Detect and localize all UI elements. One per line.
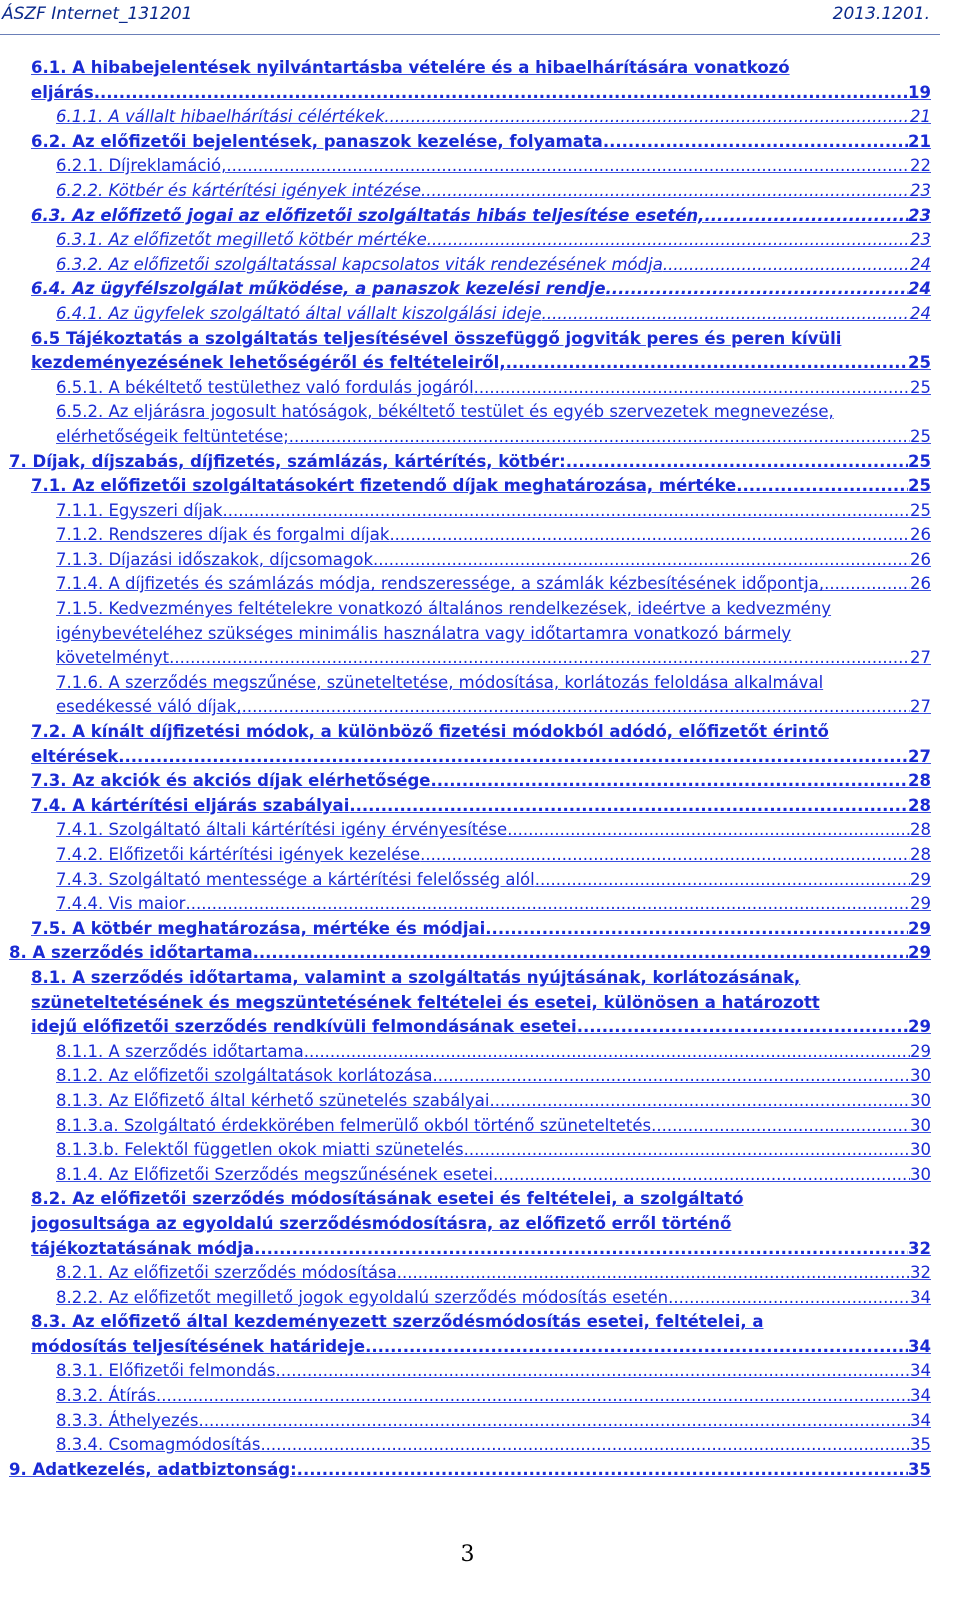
- toc-entry-page: 29: [908, 918, 931, 938]
- toc-entry-last-line: [31, 769, 931, 794]
- dot-leader: [566, 450, 908, 475]
- toc-entry[interactable]: [0, 1384, 960, 1409]
- dot-leader: [185, 892, 910, 917]
- toc-entry-page: 35: [908, 1459, 931, 1479]
- toc-entry-text: 8.3.1. Előfizetői felmondás: [56, 1361, 276, 1381]
- dot-leader: [577, 1015, 908, 1040]
- toc-entry-text: 8.2. Az előfizetői szerződés módosításának esetei és feltételei, a szolgáltató: [31, 1189, 744, 1209]
- toc-entry-page: 19: [908, 82, 931, 102]
- dot-leader: [704, 204, 908, 229]
- toc-entry-text: 7.2. A kínált díjfizetési módok, a különböző fizetési módokból adódó, előfizetőt érintő: [31, 722, 829, 742]
- dot-leader: [603, 130, 908, 155]
- toc-entry-page: 26: [910, 574, 931, 594]
- toc-entry-page: 22: [910, 156, 931, 176]
- toc-entry[interactable]: [0, 843, 960, 868]
- toc-entry-last-line: [31, 351, 931, 376]
- toc-entry-text: 8.1.3. Az Előfizető által kérhető szünetelés szabályai: [56, 1090, 490, 1110]
- dot-leader: [222, 499, 910, 524]
- toc-entry-page: 27: [910, 697, 931, 717]
- toc-entry[interactable]: [0, 892, 960, 917]
- toc-entry-last-line: [56, 499, 931, 524]
- toc-entry-page: 30: [910, 1090, 931, 1110]
- toc-entry-page: 34: [910, 1386, 931, 1406]
- toc-entry-text: 8. A szerződés időtartama: [9, 943, 253, 963]
- toc-entry[interactable]: [0, 105, 960, 130]
- toc-entry-last-line: [56, 892, 931, 917]
- toc-entry[interactable]: [0, 228, 960, 253]
- toc-entry-page: 25: [910, 377, 931, 397]
- toc-entry-last-line: [56, 1064, 931, 1089]
- toc-entry-page: 32: [910, 1263, 931, 1283]
- toc-entry-text: 7.4.3. Szolgáltató mentessége a kártérítési felelősség alól: [56, 869, 535, 889]
- dot-leader: [156, 1384, 910, 1409]
- table-of-contents: [0, 56, 960, 1482]
- toc-entry-last-line: [31, 277, 931, 302]
- toc-entry-text: 8.3.2. Átírás: [56, 1386, 157, 1406]
- toc-entry-text: 7.1.6. A szerződés megszűnése, szüneteltetése, módosítása, korlátozás feloldása alkalmával: [56, 672, 824, 692]
- dot-leader: [289, 425, 910, 450]
- toc-entry-text: módosítás teljesítésének határideje: [31, 1336, 366, 1356]
- toc-entry[interactable]: [0, 769, 960, 794]
- toc-entry-page: 29: [910, 894, 931, 914]
- dot-leader: [736, 474, 908, 499]
- toc-entry-text: 7.1.1. Egyszeri díjak: [56, 500, 223, 520]
- toc-entry[interactable]: [0, 917, 960, 942]
- dot-leader: [242, 695, 910, 720]
- dot-leader: [824, 572, 910, 597]
- dot-leader: [253, 941, 908, 966]
- toc-entry-text: idejű előfizetői szerződés rendkívüli felmondásának esetei: [31, 1017, 577, 1037]
- toc-entry-text: 6.3.1. Az előfizetőt megillető kötbér mértéke: [56, 230, 427, 250]
- dot-leader: [260, 1433, 910, 1458]
- toc-entry-page: 30: [910, 1164, 931, 1184]
- toc-entry-text: 6.1. A hibabejelentések nyilvántartásba vételére és a hibaelhárítására vonatkozó: [31, 58, 790, 77]
- dot-leader: [421, 179, 910, 204]
- dot-leader: [432, 1064, 910, 1089]
- toc-entry-text: 6.2.2. Kötbér és kártérítési igények intézése: [56, 180, 422, 200]
- toc-entry[interactable]: [0, 548, 960, 573]
- toc-entry-page: 25: [910, 500, 931, 520]
- toc-entry-text: 6.5.1. A békéltető testülethez való fordulás jogáról: [56, 377, 474, 397]
- toc-entry-text: szüneteltetésének és megszüntetésének feltételei és esetei, különösen a határozott: [31, 992, 820, 1012]
- toc-entry-last-line: [56, 843, 931, 868]
- toc-entry-page: 30: [910, 1140, 931, 1160]
- toc-entry[interactable]: [0, 1040, 960, 1065]
- toc-entry-last-line: [56, 1040, 931, 1065]
- toc-entry-text: 7.4.1. Szolgáltató általi kártérítési igény érvényesítése: [56, 820, 508, 840]
- toc-entry[interactable]: [0, 327, 960, 376]
- dot-leader: [118, 745, 908, 770]
- toc-entry-page: 24: [910, 254, 931, 274]
- toc-entry-page: 29: [910, 869, 931, 889]
- dot-leader: [427, 228, 910, 253]
- dot-leader: [420, 843, 910, 868]
- toc-entry-page: 35: [910, 1435, 931, 1455]
- toc-entry-last-line: [56, 253, 931, 278]
- toc-entry-last-line: [56, 1261, 931, 1286]
- toc-entry-page: 24: [908, 279, 931, 299]
- toc-entry-page: 28: [908, 771, 931, 791]
- toc-entry[interactable]: [0, 1138, 960, 1163]
- dot-leader: [651, 1114, 910, 1139]
- toc-entry-page: 29: [908, 1017, 931, 1037]
- toc-entry-page: 28: [910, 845, 931, 864]
- toc-entry[interactable]: [0, 1286, 960, 1311]
- toc-entry-text: 8.2.1. Az előfizetői szerződés módosítása: [56, 1263, 397, 1283]
- toc-entry-page: 34: [910, 1410, 931, 1430]
- toc-entry-last-line: [56, 228, 931, 253]
- page-number: 3: [460, 1542, 475, 1567]
- toc-entry[interactable]: [0, 1458, 960, 1483]
- toc-entry-text: 7.4.4. Vis maior: [56, 894, 186, 914]
- toc-entry-last-line: [56, 1114, 931, 1139]
- toc-entry-text: 6.4.1. Az ügyfelek szolgáltató által vállalt kiszolgálási ideje: [56, 303, 542, 323]
- dot-leader: [430, 769, 908, 794]
- toc-entry-text: 6.3. Az előfizető jogai az előfizetői szolgáltatás hibás teljesítése esetén,: [31, 205, 705, 225]
- toc-entry-text: követelményt: [56, 648, 170, 668]
- toc-entry-text: igénybevételéhez szükséges minimális használatra vagy időtartamra vonatkozó bármely: [56, 623, 792, 643]
- toc-entry-text: 8.3. Az előfizető által kezdeményezett szerződésmódosítás esetei, feltételei, a: [31, 1312, 764, 1332]
- toc-entry-text: elérhetőségeik feltüntetése;: [56, 426, 289, 446]
- toc-entry-last-line: [56, 154, 931, 179]
- toc-entry-text: 6.3.2. Az előfizetői szolgáltatással kapcsolatos viták rendezésének módja: [56, 254, 663, 274]
- toc-entry-last-line: [9, 450, 931, 475]
- toc-entry-last-line: [56, 425, 931, 450]
- toc-entry-text: 7.4.2. Előfizetői kártérítési igények kezelése: [56, 845, 421, 864]
- toc-entry-page: 28: [910, 820, 931, 840]
- toc-entry-text: eltérések: [31, 746, 119, 766]
- toc-entry[interactable]: [0, 941, 960, 966]
- toc-entry-page: 34: [910, 1361, 931, 1381]
- toc-entry-last-line: [56, 376, 931, 401]
- dot-leader: [276, 1359, 910, 1384]
- toc-entry[interactable]: [0, 302, 960, 327]
- toc-entry-last-line: [56, 523, 931, 548]
- dot-leader: [169, 646, 910, 671]
- toc-entry-last-line: [31, 794, 931, 819]
- toc-entry-page: 34: [908, 1336, 931, 1356]
- toc-entry[interactable]: [0, 572, 960, 597]
- toc-entry-text: 8.1.1. A szerződés időtartama: [56, 1041, 304, 1061]
- toc-entry-page: 25: [910, 426, 931, 446]
- page-header: [0, 4, 960, 30]
- toc-entry-page: 23: [910, 180, 931, 200]
- toc-entry-page: 21: [908, 131, 931, 151]
- toc-entry-text: tájékoztatásának módja: [31, 1238, 255, 1258]
- dot-leader: [535, 868, 910, 893]
- toc-entry[interactable]: [0, 400, 960, 449]
- toc-entry-text: 7. Díjak, díjszabás, díjfizetés, számlázás, kártérítés, kötbér:: [9, 451, 566, 471]
- toc-entry[interactable]: [0, 1114, 960, 1139]
- dot-leader: [493, 1163, 910, 1188]
- toc-entry-page: 25: [908, 476, 931, 496]
- toc-entry-last-line: [56, 1409, 931, 1434]
- dot-leader: [94, 81, 908, 106]
- toc-entry-text: jogosultsága az egyoldalú szerződésmódosításra, az előfizető erről történő: [31, 1213, 732, 1233]
- toc-entry-page: 28: [908, 795, 931, 815]
- toc-entry[interactable]: [0, 818, 960, 843]
- toc-entry-text: 6.1.1. A vállalt hibaelhárítási célértékek: [56, 107, 385, 127]
- toc-entry-last-line: [56, 1089, 931, 1114]
- toc-entry-text: 7.1.5. Kedvezményes feltételekre vonatkozó általános rendelkezések, ideértve a kedvezmény: [56, 599, 832, 619]
- toc-entry-text: kezdeményezésének lehetőségéről és feltételeiről,: [31, 353, 506, 373]
- toc-entry[interactable]: [0, 794, 960, 819]
- toc-entry-page: 26: [910, 525, 931, 545]
- toc-entry-last-line: [31, 204, 931, 229]
- toc-entry-page: 25: [908, 451, 931, 471]
- toc-entry[interactable]: [0, 1261, 960, 1286]
- toc-entry-last-line: [56, 302, 931, 327]
- toc-entry-page: 30: [910, 1066, 931, 1086]
- toc-entry[interactable]: [0, 868, 960, 893]
- toc-entry-page: 34: [910, 1287, 931, 1307]
- toc-entry-text: 7.1.4. A díjfizetés és számlázás módja, rendszeressége, a számlák kézbesítésének időpontja,: [56, 574, 825, 594]
- toc-entry-text: 7.4. A kártérítési eljárás szabályai: [31, 795, 350, 815]
- header-divider: [0, 34, 940, 35]
- toc-entry-last-line: [56, 1163, 931, 1188]
- toc-entry[interactable]: [0, 1163, 960, 1188]
- toc-entry-text: 8.1.2. Az előfizetői szolgáltatások korlátozása: [56, 1066, 433, 1086]
- toc-entry[interactable]: [0, 1089, 960, 1114]
- dot-leader: [397, 1261, 910, 1286]
- header-document-title: ÁSZF Internet_131201: [2, 4, 193, 24]
- toc-entry-last-line: [56, 105, 931, 130]
- dot-leader: [389, 523, 910, 548]
- toc-entry[interactable]: [0, 1187, 960, 1261]
- toc-entry[interactable]: [0, 1359, 960, 1384]
- toc-entry-page: 25: [908, 353, 931, 373]
- toc-entry-last-line: [56, 695, 931, 720]
- toc-entry-text: eljárás: [31, 82, 94, 102]
- dot-leader: [198, 1409, 910, 1434]
- dot-leader: [304, 1040, 910, 1065]
- toc-entry-text: 6.5 Tájékoztatás a szolgáltatás teljesítésével összefüggő jogviták peres és peren kívüli: [31, 328, 842, 348]
- toc-entry-last-line: [31, 130, 931, 155]
- toc-entry-page: 23: [908, 205, 931, 225]
- toc-entry[interactable]: [0, 1409, 960, 1434]
- toc-entry-page: 24: [910, 303, 931, 323]
- toc-entry-page: 27: [908, 746, 931, 766]
- toc-entry-last-line: [56, 179, 931, 204]
- toc-entry-text: 7.1. Az előfizetői szolgáltatásokért fizetendő díjak meghatározása, mértéke: [31, 476, 737, 496]
- toc-entry-last-line: [56, 868, 931, 893]
- toc-entry-last-line: [56, 1359, 931, 1384]
- toc-entry-text: esedékessé váló díjak,: [56, 697, 242, 717]
- toc-entry-page: 26: [910, 549, 931, 569]
- dot-leader: [373, 548, 910, 573]
- toc-entry-last-line: [31, 474, 931, 499]
- toc-entry-last-line: [56, 1286, 931, 1311]
- dot-leader: [663, 253, 910, 278]
- toc-entry-text: 8.1.4. Az Előfizetői Szerződés megszűnésének esetei: [56, 1164, 493, 1184]
- toc-entry-last-line: [56, 1433, 931, 1458]
- toc-entry-last-line: [56, 1138, 931, 1163]
- toc-entry[interactable]: [0, 720, 960, 769]
- dot-leader: [507, 818, 910, 843]
- toc-entry-text: 6.2.1. Díjreklamáció,: [56, 156, 227, 176]
- toc-entry-text: 7.3. Az akciók és akciós díjak elérhetősége: [31, 771, 431, 791]
- toc-entry-last-line: [56, 646, 931, 671]
- toc-entry-text: 8.3.4. Csomagmódosítás: [56, 1435, 261, 1455]
- dot-leader: [384, 105, 910, 130]
- toc-entry[interactable]: [0, 376, 960, 401]
- toc-entry[interactable]: [0, 474, 960, 499]
- dot-leader: [464, 1138, 910, 1163]
- toc-entry-text: 6.2. Az előfizetői bejelentések, panaszok kezelése, folyamata: [31, 131, 603, 151]
- toc-entry-text: 6.5.2. Az eljárásra jogosult hatóságok, békéltető testület és egyéb szervezetek megnevezése,: [56, 402, 834, 422]
- toc-entry[interactable]: [0, 154, 960, 179]
- toc-entry[interactable]: [0, 277, 960, 302]
- toc-entry-last-line: [9, 941, 931, 966]
- toc-entry-last-line: [56, 818, 931, 843]
- dot-leader: [254, 1237, 908, 1262]
- toc-entry[interactable]: [0, 1433, 960, 1458]
- toc-entry[interactable]: [0, 56, 960, 105]
- toc-entry-last-line: [31, 1015, 931, 1040]
- toc-entry-last-line: [31, 1237, 931, 1262]
- toc-entry[interactable]: [0, 966, 960, 1040]
- dot-leader: [485, 917, 908, 942]
- dot-leader: [506, 351, 908, 376]
- toc-entry[interactable]: [0, 1064, 960, 1089]
- toc-entry-page: 29: [910, 1041, 931, 1061]
- toc-entry-page: 27: [910, 648, 931, 668]
- dot-leader: [226, 154, 910, 179]
- toc-entry-page: 29: [908, 943, 931, 963]
- dot-leader: [489, 1089, 910, 1114]
- toc-entry[interactable]: [0, 130, 960, 155]
- toc-entry-last-line: [31, 1335, 931, 1360]
- toc-entry[interactable]: [0, 253, 960, 278]
- toc-entry[interactable]: [0, 179, 960, 204]
- toc-entry-text: 6.4. Az ügyfélszolgálat működése, a panaszok kezelési rendje: [31, 279, 606, 299]
- dot-leader: [349, 794, 908, 819]
- dot-leader: [542, 302, 910, 327]
- toc-entry[interactable]: [0, 671, 960, 720]
- toc-entry-text: 8.1.3.b. Felektől független okok miatti szünetelés: [56, 1140, 464, 1160]
- toc-entry-last-line: [31, 81, 931, 106]
- toc-entry[interactable]: [0, 450, 960, 475]
- toc-entry-text: 7.1.2. Rendszeres díjak és forgalmi díjak: [56, 525, 390, 545]
- toc-entry-text: 9. Adatkezelés, adatbiztonság:: [9, 1459, 297, 1479]
- toc-entry[interactable]: [0, 523, 960, 548]
- toc-entry-last-line: [9, 1458, 931, 1483]
- toc-entry-text: 7.5. A kötbér meghatározása, mértéke és módjai: [31, 918, 486, 938]
- toc-entry-last-line: [56, 548, 931, 573]
- dot-leader: [297, 1458, 908, 1483]
- toc-entry-last-line: [31, 917, 931, 942]
- toc-entry-text: 8.3.3. Áthelyezés: [56, 1410, 199, 1430]
- toc-entry[interactable]: [0, 1310, 960, 1359]
- toc-entry[interactable]: [0, 499, 960, 524]
- toc-entry-text: 8.1. A szerződés időtartama, valamint a szolgáltatás nyújtásának, korlátozásának,: [31, 967, 801, 987]
- dot-leader: [668, 1286, 910, 1311]
- toc-entry-last-line: [56, 572, 931, 597]
- dot-leader: [365, 1335, 908, 1360]
- toc-entry-text: 7.1.3. Díjazási időszakok, díjcsomagok: [56, 549, 373, 569]
- toc-entry-page: 30: [910, 1115, 931, 1135]
- toc-entry-page: 23: [910, 230, 931, 250]
- toc-entry-page: 32: [908, 1238, 931, 1258]
- toc-entry-page: 21: [910, 107, 931, 127]
- toc-entry-last-line: [56, 1384, 931, 1409]
- dot-leader: [606, 277, 909, 302]
- toc-entry-text: 8.2.2. Az előfizetőt megillető jogok egyoldalú szerződés módosítás esetén: [56, 1287, 669, 1307]
- dot-leader: [474, 376, 910, 401]
- header-date: 2013.1201.: [832, 4, 930, 24]
- toc-entry-last-line: [31, 745, 931, 770]
- toc-entry[interactable]: [0, 204, 960, 229]
- toc-entry[interactable]: [0, 597, 960, 671]
- toc-entry-text: 8.1.3.a. Szolgáltató érdekkörében felmerülő okból történő szüneteltetés: [56, 1115, 652, 1135]
